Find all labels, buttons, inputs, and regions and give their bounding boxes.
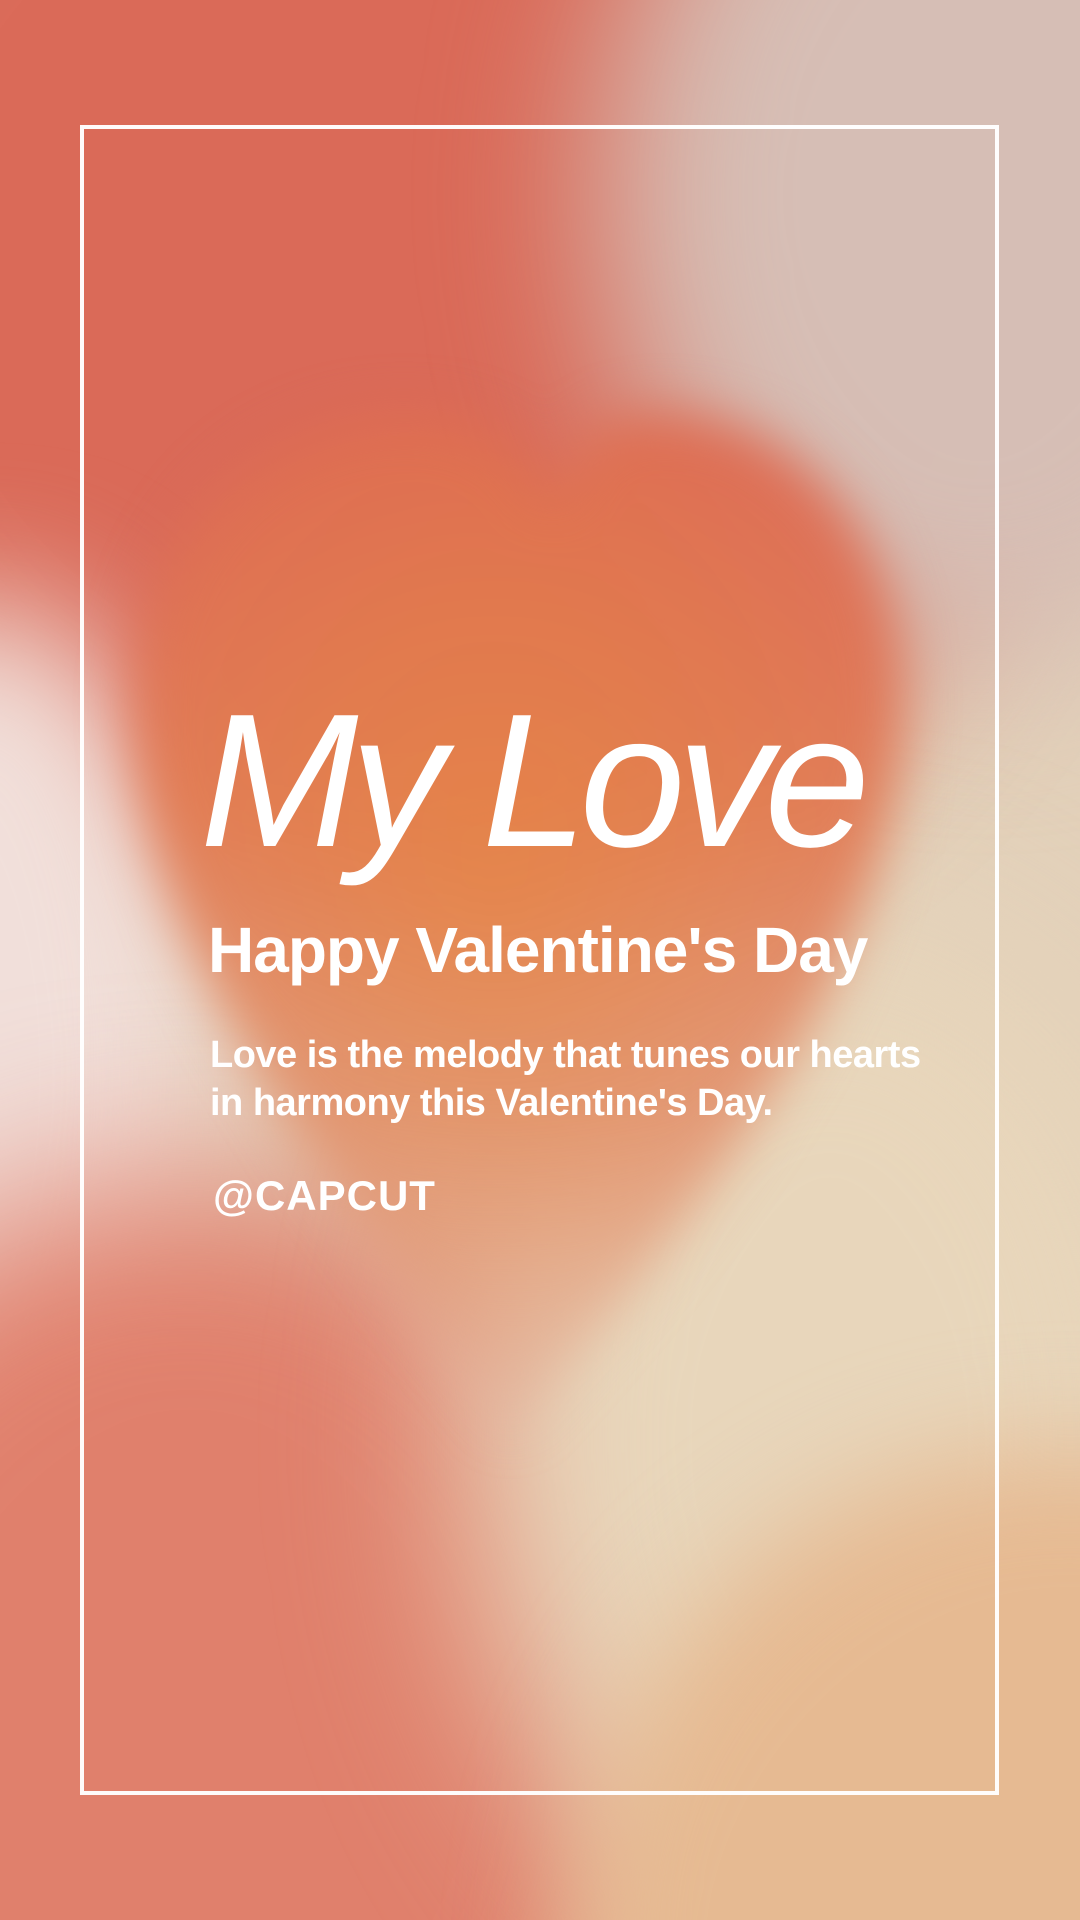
card-message-line1: Love is the melody that tunes our hearts xyxy=(210,1034,921,1076)
card-message-line2: in harmony this Valentine's Day. xyxy=(210,1082,773,1124)
card-subtitle: Happy Valentine's Day xyxy=(208,914,868,986)
card-title: My Love xyxy=(200,675,863,887)
card-message xyxy=(210,1031,921,1127)
capcut-handle: @CAPCUT xyxy=(213,1172,436,1219)
